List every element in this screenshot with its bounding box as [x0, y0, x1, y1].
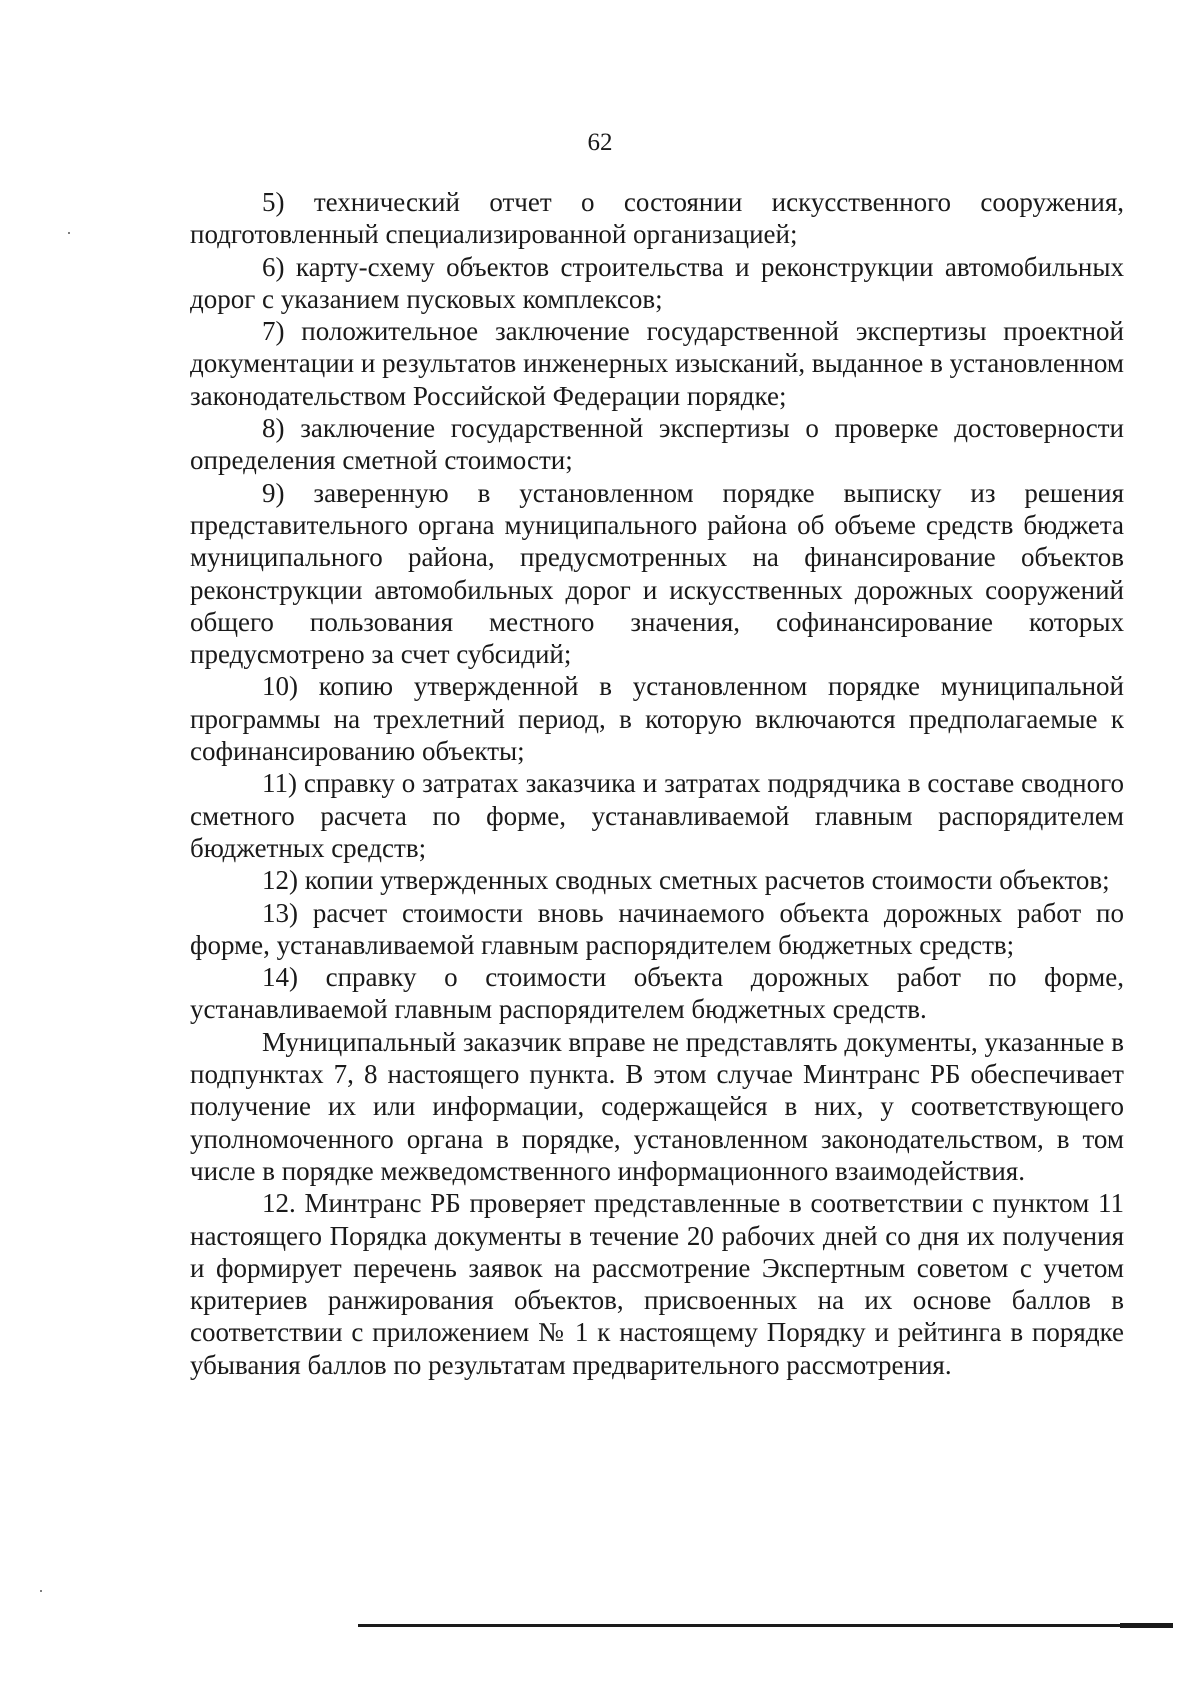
- paragraph-municipal-customer: Муниципальный заказчик вправе не представлять документы, указанные в подпунктах 7, 8 настоящего пункта. В этом случае Минтранс РБ обеспечивает получение их или информации, содержащейся в них, у соответствующего уполномоченного органа в порядке, установленном законодательством, в том числе в порядке межведомственного информационного взаимодействия.: [190, 1026, 1124, 1186]
- list-item-10: 10) копию утвержденной в установленном порядке муниципальной программы на трехлетний период, в которую включаются предполагаемые к софинансированию объекты;: [190, 671, 1124, 767]
- list-item-12: 12) копии утвержденных сводных сметных расчетов стоимости объектов;: [262, 865, 1110, 896]
- paragraph-section-12: 12. Минтранс РБ проверяет представленные в соответствии с пунктом 11 настоящего Порядка документы в течение 20 рабочих дней со дня их получения и формирует перечень заявок на рассмотрение Экспертным советом с учетом критериев ранжирования объектов, присвоенных на их основе баллов в соответствии с приложением № 1 к настоящему Порядку и рейтинга в порядке убывания баллов по результатам предварительного рассмотрения.: [190, 1188, 1124, 1380]
- list-item-14: 14) справку о стоимости объекта дорожных работ по форме, устанавливаемой главным распорядителем бюджетных средств.: [190, 962, 1124, 1025]
- document-body: [190, 186, 1124, 1381]
- list-item-7: 7) положительное заключение государственной экспертизы проектной документации и результатов инженерных изысканий, выданное в установленном законодательством Российской Федерации порядке;: [190, 316, 1124, 411]
- page-number: 62: [587, 129, 613, 156]
- footer-rule: [358, 1624, 1173, 1627]
- list-item-11: 11) справку о затратах заказчика и затратах подрядчика в составе сводного сметного расчета по форме, устанавливаемой главным распорядителем бюджетных средств;: [190, 768, 1124, 863]
- scan-speck: [40, 1590, 42, 1592]
- list-item-6: 6) карту-схему объектов строительства и реконструкции автомобильных дорог с указанием пусковых комплексов;: [190, 251, 1124, 314]
- list-item-8: 8) заключение государственной экспертизы о проверке достоверности определения сметной стоимости;: [190, 413, 1124, 476]
- list-item-13: 13) расчет стоимости вновь начинаемого объекта дорожных работ по форме, устанавливаемой главным распорядителем бюджетных средств;: [190, 897, 1124, 960]
- footer-rule-end: [1120, 1623, 1173, 1628]
- scan-speck: [68, 232, 70, 234]
- list-item-5: 5) технический отчет о состоянии искусственного сооружения, подготовленный специализированной организацией;: [190, 187, 1124, 250]
- list-item-9: 9) заверенную в установленном порядке выписку из решения представительного органа муниципального района об объеме средств бюджета муниципального района, предусмотренных на финансирование объектов реконструкции автомобильных дорог и искусственных дорожных сооружений общего пользования местного значения, софинансирование которых предусмотрено за счет субсидий;: [190, 477, 1124, 670]
